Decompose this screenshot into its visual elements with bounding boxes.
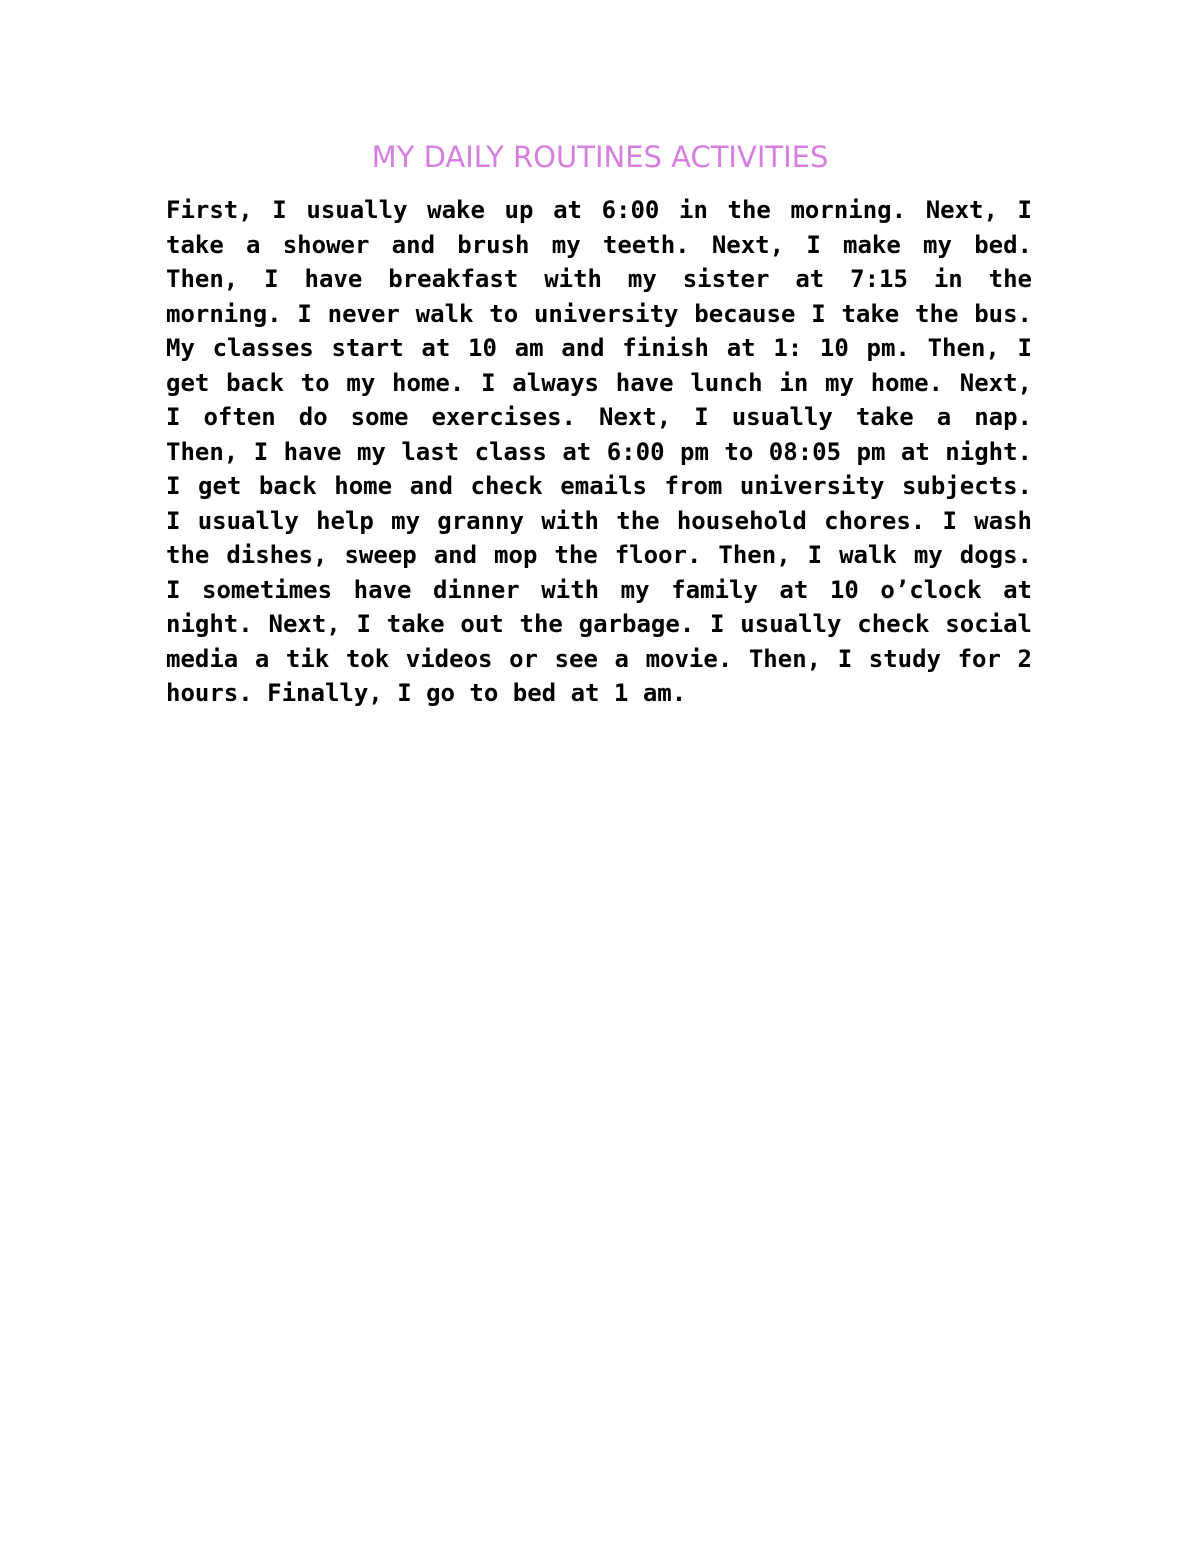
document-title: MY DAILY ROUTINES ACTIVITIES [371, 140, 829, 174]
document-body-paragraph: First, I usually wake up at 6:00 in the morning. Next, I take a shower and brush my teeth. Next, I make my bed. Then, I have breakfast with my sister at 7:15 in the morning. I never walk to university because I take the bus. My classes start at 10 am and finish at 1: 10 pm. Then, I get back to my home. I always have lunch in my home. Next, I often do some exercises. Next, I usually take a nap. Then, I have my last class at 6:00 pm to 08:05 pm at night. I get back home and check emails from university subjects. I usually help my granny with the household chores. I wash the dishes, sweep and mop the floor. Then, I walk my dogs. I sometimes have dinner with my family at 10 o’clock at night. Next, I take out the garbage. I usually check social media a tik tok videos or see a movie. Then, I study for 2 hours. Finally, I go to bed at 1 am. [166, 196, 1032, 707]
